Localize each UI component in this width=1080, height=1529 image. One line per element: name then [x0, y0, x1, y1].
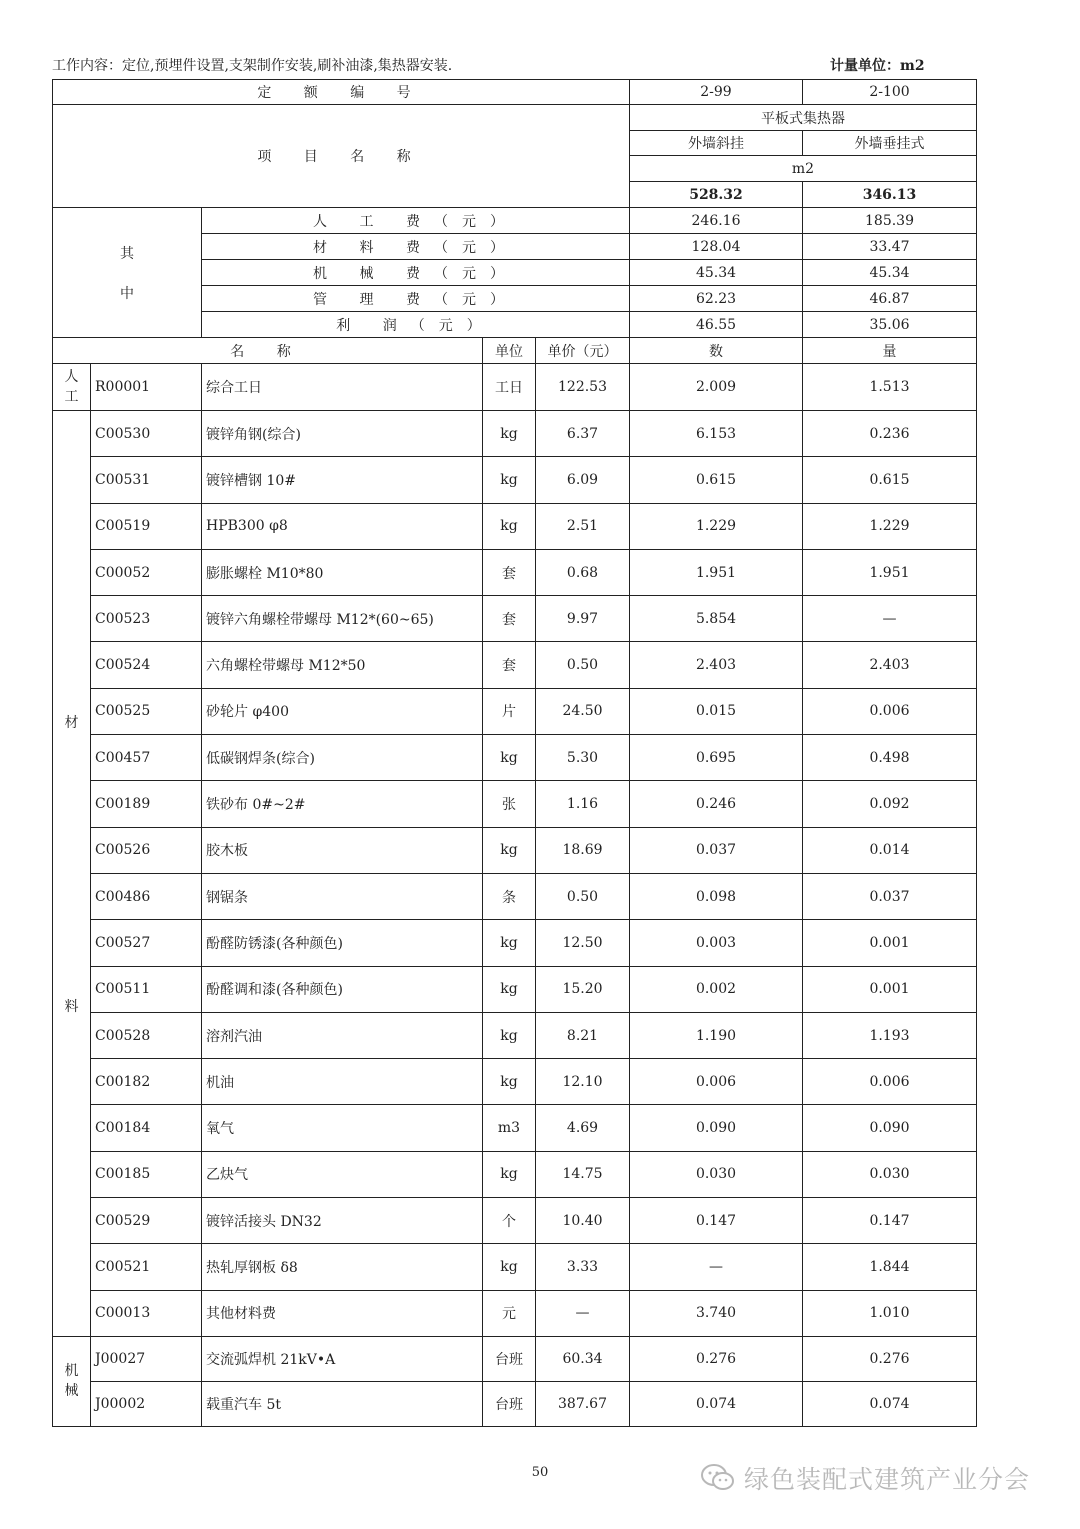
- item-price: 1.16: [536, 781, 630, 827]
- item-price: —: [536, 1290, 630, 1336]
- item-code: C00525: [91, 688, 202, 734]
- item-price: 12.50: [536, 920, 630, 966]
- item-qty-2: 0.090: [803, 1105, 977, 1151]
- item-unit: 台班: [483, 1336, 536, 1381]
- item-code: C00184: [91, 1105, 202, 1151]
- item-unit: 台班: [483, 1381, 536, 1426]
- item-code: R00001: [91, 364, 202, 411]
- category-material: [53, 411, 91, 1337]
- item-name: 酚醛防锈漆(各种颜色): [202, 920, 483, 966]
- item-name: 其他材料费: [202, 1290, 483, 1336]
- item-qty-2: 0.236: [803, 411, 977, 457]
- item-name: 交流弧焊机 21kV•A: [202, 1336, 483, 1381]
- item-code: C00527: [91, 920, 202, 966]
- item-qty-2: 0.001: [803, 920, 977, 966]
- group-title: 平板式集热器: [630, 105, 977, 131]
- item-qty-1: 0.015: [630, 688, 803, 734]
- item-code: C00526: [91, 827, 202, 873]
- item-code: C00486: [91, 873, 202, 919]
- item-name: 溶剂汽油: [202, 1012, 483, 1058]
- wechat-icon: [700, 1463, 736, 1493]
- category-labor: [53, 364, 91, 411]
- item-unit: 条: [483, 873, 536, 919]
- item-code: C00182: [91, 1059, 202, 1105]
- item-code: C00524: [91, 642, 202, 688]
- cost-value: 45.34: [630, 260, 803, 286]
- cost-value: 246.16: [630, 208, 803, 234]
- item-unit: 工日: [483, 364, 536, 411]
- item-code: C00052: [91, 549, 202, 595]
- item-price: 60.34: [536, 1336, 630, 1381]
- item-qty-1: 0.003: [630, 920, 803, 966]
- category-machine-char: 机: [64, 1363, 79, 1380]
- item-name: 膨胀螺栓 M10*80: [202, 549, 483, 595]
- item-qty-1: 6.153: [630, 411, 803, 457]
- item-price: 2.51: [536, 503, 630, 549]
- item-unit: m3: [483, 1105, 536, 1151]
- cost-value: 185.39: [803, 208, 977, 234]
- work-content: 工作内容：定位,预埋件设置,支架制作安装,刷补油漆,集热器安装.: [52, 58, 453, 74]
- sub-title-2: 外墙垂挂式: [803, 131, 977, 156]
- item-name: 酚醛调和漆(各种颜色): [202, 966, 483, 1012]
- item-qty-2: 0.074: [803, 1381, 977, 1426]
- col-header-qty-b: 量: [803, 338, 977, 364]
- item-code: C00519: [91, 503, 202, 549]
- cost-value: 62.23: [630, 286, 803, 312]
- item-unit: 元: [483, 1290, 536, 1336]
- item-price: 12.10: [536, 1059, 630, 1105]
- cost-value: 45.34: [803, 260, 977, 286]
- item-qty-1: 0.098: [630, 873, 803, 919]
- category-machine: [53, 1336, 91, 1426]
- item-qty-2: 0.006: [803, 688, 977, 734]
- item-unit: kg: [483, 1244, 536, 1290]
- item-qty-2: 0.498: [803, 735, 977, 781]
- item-price: 10.40: [536, 1198, 630, 1244]
- item-name: 氧气: [202, 1105, 483, 1151]
- item-price: 8.21: [536, 1012, 630, 1058]
- item-qty-2: 0.006: [803, 1059, 977, 1105]
- cost-value: 33.47: [803, 234, 977, 260]
- cost-value: 46.55: [630, 312, 803, 338]
- item-qty-1: 3.740: [630, 1290, 803, 1336]
- item-qty-1: 1.229: [630, 503, 803, 549]
- item-price: 0.68: [536, 549, 630, 595]
- item-code: C00529: [91, 1198, 202, 1244]
- among-label-2: 中: [120, 285, 134, 302]
- item-qty-1: 0.074: [630, 1381, 803, 1426]
- item-unit: kg: [483, 966, 536, 1012]
- item-price: 0.50: [536, 642, 630, 688]
- item-qty-2: 1.010: [803, 1290, 977, 1336]
- item-qty-1: 0.006: [630, 1059, 803, 1105]
- cost-label: 管 理 费（元）: [202, 286, 630, 312]
- cost-label: 机 械 费（元）: [202, 260, 630, 286]
- cost-value: 35.06: [803, 312, 977, 338]
- item-qty-1: 0.037: [630, 827, 803, 873]
- item-qty-1: 0.246: [630, 781, 803, 827]
- watermark: [700, 1460, 1030, 1496]
- item-price: 122.53: [536, 364, 630, 411]
- cost-label: 材 料 费（元）: [202, 234, 630, 260]
- item-qty-2: 1.951: [803, 549, 977, 595]
- cost-label: 人 工 费（元）: [202, 208, 630, 234]
- cost-value: 128.04: [630, 234, 803, 260]
- item-name: 铁砂布 0#~2#: [202, 781, 483, 827]
- item-unit: kg: [483, 457, 536, 503]
- item-qty-1: 1.190: [630, 1012, 803, 1058]
- item-code: C00457: [91, 735, 202, 781]
- watermark-text: 绿色装配式建筑产业分会: [744, 1465, 1031, 1494]
- quota-code-1: 2-99: [630, 80, 803, 105]
- item-qty-1: —: [630, 1244, 803, 1290]
- item-price: 6.09: [536, 457, 630, 503]
- item-price: 24.50: [536, 688, 630, 734]
- base-price-1: 528.32: [630, 182, 803, 208]
- item-code: C00521: [91, 1244, 202, 1290]
- item-code: C00013: [91, 1290, 202, 1336]
- item-name: 镀锌六角螺栓带螺母 M12*(60~65): [202, 596, 483, 642]
- col-header-qty-a: 数: [630, 338, 803, 364]
- item-name: 镀锌活接头 DN32: [202, 1198, 483, 1244]
- item-qty-2: 1.229: [803, 503, 977, 549]
- item-unit: kg: [483, 411, 536, 457]
- item-name: 载重汽车 5t: [202, 1381, 483, 1426]
- item-name: 六角螺栓带螺母 M12*50: [202, 642, 483, 688]
- item-code: C00189: [91, 781, 202, 827]
- item-code: C00523: [91, 596, 202, 642]
- item-qty-1: 0.002: [630, 966, 803, 1012]
- category-machine-char: 械: [64, 1383, 79, 1400]
- item-name: 乙炔气: [202, 1151, 483, 1197]
- quota-table: [52, 79, 977, 1427]
- item-name: 热轧厚钢板 δ8: [202, 1244, 483, 1290]
- item-unit: 张: [483, 781, 536, 827]
- item-qty-1: 0.147: [630, 1198, 803, 1244]
- category-labor-char: 人: [64, 369, 79, 385]
- item-code: J00027: [91, 1336, 202, 1381]
- item-name: 机油: [202, 1059, 483, 1105]
- item-qty-2: 0.030: [803, 1151, 977, 1197]
- item-unit: kg: [483, 1151, 536, 1197]
- item-code: C00531: [91, 457, 202, 503]
- quota-code-2: 2-100: [803, 80, 977, 105]
- cost-label: 利 润（元）: [202, 312, 630, 338]
- item-code: C00530: [91, 411, 202, 457]
- item-name: 综合工日: [202, 364, 483, 411]
- item-qty-1: 0.276: [630, 1336, 803, 1381]
- item-price: 3.33: [536, 1244, 630, 1290]
- item-unit: kg: [483, 920, 536, 966]
- item-qty-2: 1.193: [803, 1012, 977, 1058]
- item-qty-2: 1.844: [803, 1244, 977, 1290]
- item-price: 5.30: [536, 735, 630, 781]
- item-name: HPB300 φ8: [202, 503, 483, 549]
- item-qty-1: 2.009: [630, 364, 803, 411]
- item-price: 0.50: [536, 873, 630, 919]
- cost-value: 46.87: [803, 286, 977, 312]
- item-qty-2: 1.513: [803, 364, 977, 411]
- item-price: 6.37: [536, 411, 630, 457]
- item-qty-1: 5.854: [630, 596, 803, 642]
- item-qty-1: 1.951: [630, 549, 803, 595]
- item-price: 15.20: [536, 966, 630, 1012]
- item-code: C00185: [91, 1151, 202, 1197]
- item-qty-2: 2.403: [803, 642, 977, 688]
- item-qty-1: 0.615: [630, 457, 803, 503]
- item-code: C00528: [91, 1012, 202, 1058]
- col-header-unit: 单位: [483, 338, 536, 364]
- item-qty-2: 0.147: [803, 1198, 977, 1244]
- item-qty-2: 0.037: [803, 873, 977, 919]
- col-header-name: 名 称: [53, 338, 483, 364]
- category-labor-char: 工: [64, 389, 79, 405]
- item-name: 镀锌槽钢 10#: [202, 457, 483, 503]
- item-price: 387.67: [536, 1381, 630, 1426]
- base-price-2: 346.13: [803, 182, 977, 208]
- item-qty-2: 0.615: [803, 457, 977, 503]
- item-unit: 套: [483, 596, 536, 642]
- item-name: 镀锌角钢(综合): [202, 411, 483, 457]
- item-qty-1: 0.090: [630, 1105, 803, 1151]
- measurement-unit: 计量单位：m2: [830, 58, 925, 74]
- item-code: C00511: [91, 966, 202, 1012]
- col-header-price: 单价（元）: [536, 338, 630, 364]
- item-unit: 个: [483, 1198, 536, 1244]
- item-name: 砂轮片 φ400: [202, 688, 483, 734]
- item-unit: kg: [483, 1059, 536, 1105]
- item-unit: 片: [483, 688, 536, 734]
- item-unit: kg: [483, 503, 536, 549]
- item-name: 钢锯条: [202, 873, 483, 919]
- item-name: 低碳钢焊条(综合): [202, 735, 483, 781]
- among-label: [53, 208, 202, 338]
- page-number: 50: [531, 1465, 549, 1480]
- item-qty-1: 0.030: [630, 1151, 803, 1197]
- item-unit: kg: [483, 1012, 536, 1058]
- item-price: 14.75: [536, 1151, 630, 1197]
- project-name-label: 项 目 名 称: [53, 105, 630, 208]
- among-label-1: 其: [120, 245, 134, 262]
- item-qty-2: 0.092: [803, 781, 977, 827]
- sub-title-1: 外墙斜挂: [630, 131, 803, 156]
- item-name: 胶木板: [202, 827, 483, 873]
- item-unit: 套: [483, 549, 536, 595]
- item-unit: kg: [483, 735, 536, 781]
- item-unit: 套: [483, 642, 536, 688]
- item-qty-2: —: [803, 596, 977, 642]
- item-price: 18.69: [536, 827, 630, 873]
- item-code: J00002: [91, 1381, 202, 1426]
- sub-unit: m2: [630, 156, 977, 182]
- item-qty-2: 0.001: [803, 966, 977, 1012]
- category-material-char: 材: [64, 715, 79, 731]
- item-price: 9.97: [536, 596, 630, 642]
- quota-code-label: 定 额 编 号: [53, 80, 630, 105]
- item-qty-2: 0.014: [803, 827, 977, 873]
- item-unit: kg: [483, 827, 536, 873]
- item-price: 4.69: [536, 1105, 630, 1151]
- category-material-char: 料: [64, 999, 79, 1015]
- item-qty-1: 2.403: [630, 642, 803, 688]
- item-qty-2: 0.276: [803, 1336, 977, 1381]
- item-qty-1: 0.695: [630, 735, 803, 781]
